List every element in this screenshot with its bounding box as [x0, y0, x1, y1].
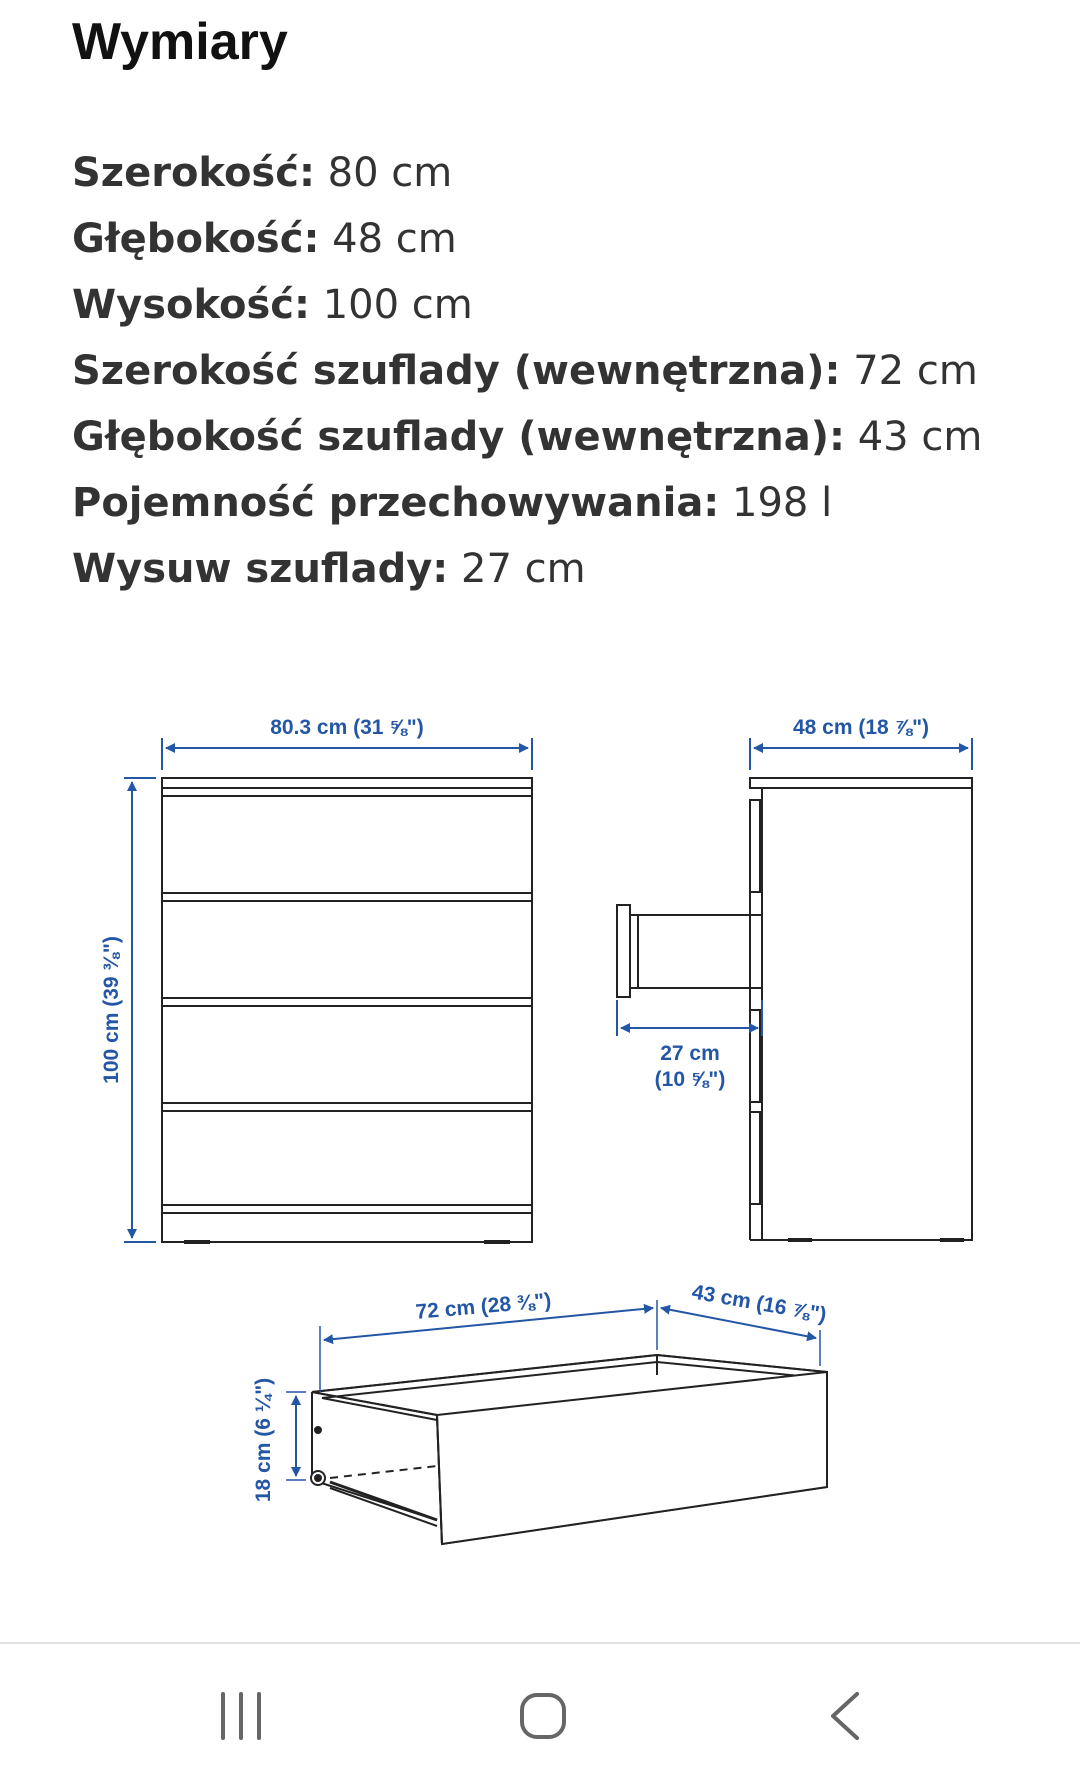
spec-label: Wysuw szuflady:	[72, 546, 449, 592]
system-navigation-bar	[0, 1642, 1080, 1788]
spec-value: 43 cm	[857, 414, 983, 460]
spec-value: 72 cm	[853, 348, 978, 394]
spec-row-storage-capacity	[72, 470, 982, 536]
drawer-height-label: 18 cm (6 ¼")	[252, 1377, 275, 1503]
drawer-depth-dimension	[661, 1280, 828, 1366]
spec-row-drawer-extension	[72, 536, 982, 602]
front-view-drawing	[162, 778, 532, 1242]
spec-row-height	[72, 272, 982, 338]
spec-label: Wysokość:	[72, 282, 311, 328]
front-height-label: 100 cm (39 ⅜")	[100, 936, 123, 1084]
home-icon	[443, 1644, 643, 1788]
drawer-extension-dimension	[617, 1000, 762, 1091]
home-button[interactable]	[443, 1644, 643, 1788]
section-title: Wymiary	[72, 13, 288, 71]
front-width-dimension	[162, 716, 532, 770]
spec-value: 27 cm	[461, 546, 586, 592]
spec-row-drawer-width	[72, 338, 982, 404]
spec-value: 48 cm	[332, 216, 457, 262]
spec-row-depth	[72, 206, 982, 272]
back-icon	[745, 1644, 945, 1788]
side-view-drawing	[617, 778, 972, 1240]
side-depth-dimension	[750, 716, 972, 770]
spec-label: Pojemność przechowywania:	[72, 480, 720, 526]
spec-label: Szerokość:	[72, 150, 315, 196]
spec-label: Głębokość:	[72, 216, 320, 262]
spec-row-width	[72, 140, 982, 206]
back-button[interactable]	[745, 1644, 945, 1788]
spec-value: 100 cm	[322, 282, 473, 328]
drawer-drawing	[311, 1355, 827, 1544]
drawer-width-label: 72 cm (28 ⅜")	[414, 1289, 553, 1324]
spec-label: Głębokość szuflady (wewnętrzna):	[72, 414, 846, 460]
side-depth-label: 48 cm (18 ⅞")	[792, 716, 930, 739]
spec-value: 198 l	[732, 480, 833, 526]
drawer-height-dimension	[252, 1378, 306, 1502]
drawer-depth-label: 43 cm (16 ⅞")	[690, 1280, 829, 1327]
spec-row-drawer-depth	[72, 404, 982, 470]
front-width-label: 80.3 cm (31 ⅝")	[270, 716, 424, 739]
dimensions-list	[72, 140, 982, 602]
dimension-diagram	[0, 690, 1080, 1580]
front-height-dimension	[100, 778, 156, 1242]
spec-label: Szerokość szuflady (wewnętrzna):	[72, 348, 841, 394]
drawer-extension-label-line1: 27 cm	[660, 1042, 720, 1065]
recent-apps-icon	[141, 1644, 341, 1788]
spec-value: 80 cm	[327, 150, 453, 196]
drawer-extension-label-line2: (10 ⅝")	[654, 1068, 726, 1091]
recent-apps-button[interactable]	[141, 1644, 341, 1788]
